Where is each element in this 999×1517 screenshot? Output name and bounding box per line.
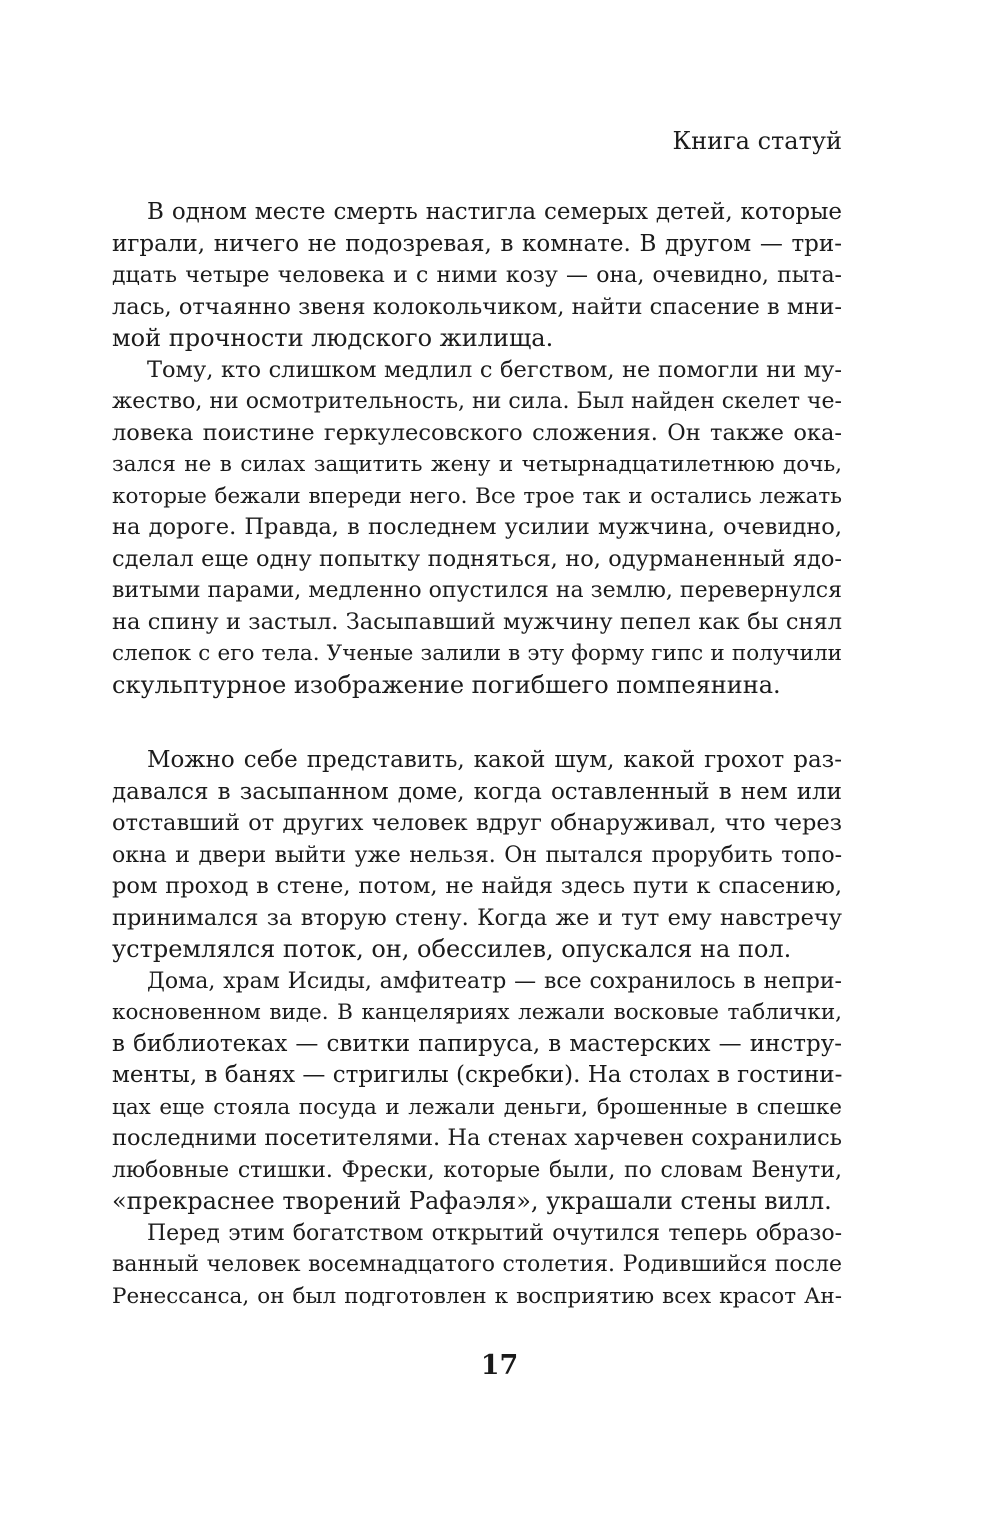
text-line: цах еще стояла посуда и лежали деньги, брошенные в спешке	[112, 1094, 842, 1120]
text-line: скульптурное изображение погибшего помпеянина.	[112, 670, 781, 699]
text-line: менты, в банях — стригилы (скребки). На столах в гостини-	[112, 1062, 843, 1088]
text-line: любовные стишки. Фрески, которые были, по словам Венути,	[112, 1157, 842, 1183]
paragraph	[112, 197, 842, 355]
text-line: жество, ни осмотрительность, ни сила. Был найден скелет че-	[112, 389, 842, 414]
text-line: ром проход в стене, потом, не найдя здесь пути к спасению,	[112, 873, 842, 899]
text-line: играли, ничего не подозревая, в комнате. В другом — три-	[112, 230, 842, 257]
paragraph	[112, 745, 842, 966]
text-line: принимался за вторую стену. Когда же и тут ему навстречу	[112, 904, 842, 931]
text-line: Дома, храм Исиды, амфитеатр — все сохранилось в непри-	[147, 968, 842, 994]
text-line: лась, отчаянно звеня колокольчиком, найти спасение в мни-	[112, 293, 842, 320]
text-line: Тому, кто слишком медлил с бегством, не помогли ни му-	[147, 356, 842, 383]
text-line: витыми парами, медленно опустился на землю, перевернулся	[112, 578, 842, 603]
page-number: 17	[480, 1350, 519, 1381]
text-line: на дороге. Правда, в последнем усилии мужчина, очевидно,	[112, 514, 842, 540]
text-line: последними посетителями. На стенах харчевен сохранились	[112, 1125, 842, 1151]
text-line: зался не в силах защитить жену и четырнадцатилетнюю дочь,	[112, 452, 842, 477]
text-line: дцать четыре человека и с ними козу — она, очевидно, пыта-	[112, 263, 842, 288]
text-section-2	[112, 745, 842, 1312]
text-line: Можно себе представить, какой шум, какой грохот раз-	[147, 747, 842, 773]
paragraph	[112, 1218, 842, 1313]
text-line: мой прочности людского жилища.	[112, 324, 554, 352]
running-header: Книга статуй	[672, 127, 842, 155]
paragraph	[112, 966, 842, 1218]
text-line: окна и двери выйти уже нельзя. Он пытался прорубить топо-	[112, 842, 842, 868]
text-line: на спину и застыл. Засыпавший мужчину пепел как бы снял	[112, 608, 842, 635]
text-line: слепок с его тела. Ученые залили в эту форму гипс и получили	[112, 641, 842, 666]
paragraph	[112, 355, 842, 702]
text-section-1	[112, 197, 842, 701]
text-line: В одном месте смерть настигла семерых детей, которые	[147, 199, 842, 225]
text-line: косновенном виде. В канцеляриях лежали восковые таблички,	[112, 1000, 842, 1025]
text-line: ванный человек восемнадцатого столетия. Родившийся после	[112, 1252, 842, 1277]
text-line: устремлялся поток, он, обессилев, опускался на пол.	[112, 935, 792, 963]
text-line: сделал еще одну попытку подняться, но, одурманенный ядо-	[112, 545, 842, 572]
text-line: Ренессанса, он был подготовлен к восприятию всех красот Ан-	[112, 1283, 842, 1309]
text-line: отставший от других человек вдруг обнаруживал, что через	[112, 810, 842, 836]
text-line: «прекраснее творений Рафаэля», украшали стены вилл.	[112, 1187, 832, 1215]
text-line: Перед этим богатством открытий очутился теперь образо-	[147, 1220, 842, 1246]
text-line: ловека поистине геркулесовского сложения. Он также ока-	[112, 419, 842, 446]
text-line: в библиотеках — свитки папируса, в мастерских — инстру-	[112, 1030, 842, 1057]
text-line: которые бежали впереди него. Все трое так и остались лежать	[112, 483, 842, 509]
text-line: давался в засыпанном доме, когда оставленный в нем или	[112, 778, 842, 805]
